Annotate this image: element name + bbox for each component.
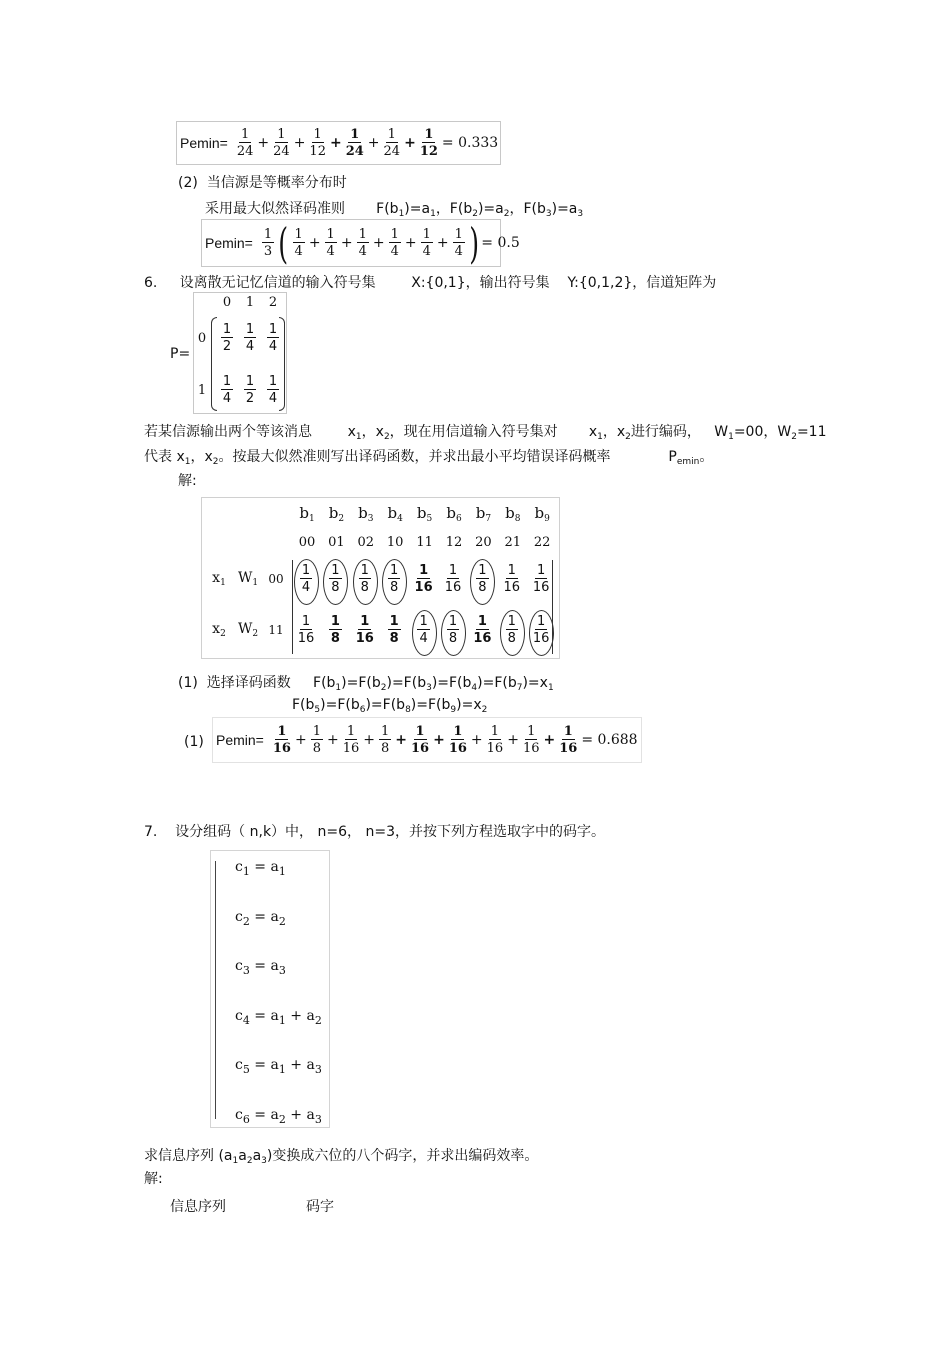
plus-sign: +: [326, 732, 339, 748]
decode-function-line1: (1) 选择译码函数 $F(b_1)=F(b_2)=F(b_3)=F(b_4)=F(b_7)=x_1$: [178, 675, 554, 693]
denominator: 8: [330, 631, 340, 646]
matrix-label: P=: [170, 346, 191, 362]
numerator: 1: [477, 614, 487, 629]
plus-sign: +: [340, 235, 353, 251]
numerator: 1: [422, 227, 431, 242]
numerator: 1: [245, 322, 255, 337]
plus-sign: +: [507, 732, 519, 748]
decoding-table: [201, 497, 560, 659]
matrix-cell: [217, 375, 237, 405]
parity-equation: $c_2 = a_2$: [235, 908, 286, 928]
output-symbol-b3: $b_3$: [358, 504, 374, 524]
denominator: 8: [390, 580, 399, 595]
denominator: 8: [312, 741, 321, 756]
term-fraction: [384, 128, 401, 158]
denominator: 4: [454, 244, 463, 259]
row-message: $x_2$: [212, 621, 226, 639]
denominator: 4: [268, 391, 278, 406]
term-fraction: [420, 128, 438, 158]
numerator: 1: [454, 227, 463, 242]
numerator: 1: [313, 127, 322, 142]
table-probability: [354, 615, 376, 645]
table-probability: [501, 564, 523, 594]
denominator: 24: [273, 144, 290, 159]
denominator: 24: [383, 144, 401, 159]
denominator: 16: [272, 741, 291, 756]
term-fraction: [273, 128, 290, 158]
plus-sign: +: [294, 732, 307, 748]
denominator: 16: [448, 741, 467, 756]
output-code: 20: [475, 535, 492, 550]
plus-sign: +: [404, 135, 416, 151]
numerator: 1: [240, 127, 250, 142]
denominator: 16: [486, 741, 504, 756]
plus-sign: +: [433, 732, 445, 748]
output-code: 21: [504, 535, 522, 550]
denominator: 2: [222, 339, 232, 354]
inner-fraction: [357, 228, 369, 258]
plus-sign: +: [404, 235, 417, 251]
numerator: 1: [326, 227, 335, 242]
numerator: 1: [268, 374, 278, 389]
numerator: 1: [390, 563, 399, 578]
numerator: 1: [448, 563, 458, 578]
numerator: 1: [346, 724, 356, 739]
numerator: 1: [263, 227, 273, 242]
output-code: 01: [328, 535, 345, 550]
output-symbol-b7: $b_7$: [475, 504, 492, 524]
pemin-label: Pemin=: [205, 235, 253, 251]
solution-label-2: 解:: [144, 1171, 163, 1187]
numerator: 1: [301, 614, 311, 629]
numerator: 1: [387, 127, 396, 142]
matrix-cell: [240, 323, 260, 353]
denominator: 16: [503, 580, 521, 595]
denominator: 4: [294, 244, 303, 259]
eq3-number: (1): [184, 734, 204, 750]
row-codeword: 00: [268, 572, 284, 586]
ml-rule-line: 采用最大似然译码准则 $F(b_1)=a_1$，$F(b_2)=a_2$，$F(b_3)=a_3$: [205, 201, 584, 219]
numerator: 1: [360, 614, 370, 629]
numerator: 1: [415, 724, 425, 739]
plus-sign: +: [436, 235, 449, 251]
result-value: = 0.5: [481, 235, 520, 251]
max-likelihood-circle: [441, 610, 466, 656]
plus-sign: +: [367, 135, 380, 151]
denominator: 3: [263, 244, 273, 259]
max-likelihood-circle: [529, 610, 554, 656]
numerator: 1: [312, 724, 321, 739]
numerator: 1: [222, 374, 232, 389]
plus-sign: +: [395, 732, 407, 748]
plus-sign: +: [329, 135, 342, 151]
denominator: 16: [414, 580, 433, 595]
numerator: 1: [527, 724, 536, 739]
max-likelihood-circle: [382, 559, 407, 605]
denominator: 16: [532, 631, 550, 646]
numerator: 1: [424, 127, 434, 142]
plus-sign: +: [257, 135, 270, 151]
row-codeword-label: $W_1$: [237, 570, 259, 588]
matrix-left-bar: [292, 560, 293, 654]
output-code: 00: [298, 535, 316, 550]
denominator: 4: [422, 244, 431, 259]
numerator: 1: [389, 614, 399, 629]
pemin-label: Pemin=: [216, 732, 264, 748]
term-fraction: [449, 725, 467, 755]
numerator: 1: [301, 563, 311, 578]
inner-fraction: [453, 228, 465, 258]
numerator: 1: [380, 724, 390, 739]
table-probability: [471, 615, 493, 645]
denominator: 4: [245, 339, 255, 354]
denominator: 8: [448, 631, 458, 646]
denominator: 8: [389, 631, 399, 646]
output-code: 22: [533, 535, 551, 550]
decode-rule-x1: $F(b_1)=F(b_2)=F(b_3)=F(b_4)=F(b_7)=x_1$: [313, 675, 554, 693]
denominator: 16: [355, 631, 374, 646]
output-symbol-b2: $b_2$: [328, 504, 345, 524]
question-6-body-line2: 代表 $x_1$，$x_2$。按最大似然准则写出译码函数，并求出最小平均错误译码概率 $P_{emin}$。: [144, 449, 714, 467]
term-fraction: [411, 725, 429, 755]
decode-rule-x2: $F(b_5)=F(b_6)=F(b_8)=F(b_9)=x_2$: [292, 697, 488, 715]
denominator: 4: [358, 244, 367, 259]
term-fraction: [559, 725, 577, 755]
denominator: 16: [342, 741, 360, 756]
right-paren: ): [469, 218, 480, 268]
left-paren: (: [278, 218, 289, 268]
denominator: 8: [478, 580, 487, 595]
matrix-col-header: 1: [245, 295, 255, 310]
numerator: 1: [478, 563, 487, 578]
denominator: 2: [245, 391, 255, 406]
matrix-row-header: 1: [197, 383, 207, 398]
denominator: 12: [309, 144, 326, 159]
output-symbol-b5: $b_5$: [416, 504, 433, 524]
row-codeword-label: $W_2$: [237, 621, 259, 639]
numerator: 1: [453, 724, 463, 739]
denominator: 24: [236, 144, 254, 159]
max-likelihood-circle: [470, 559, 495, 605]
decode-function-line2: [292, 697, 487, 715]
numerator: 1: [358, 227, 367, 242]
max-likelihood-circle: [412, 610, 437, 656]
matrix-cell: [240, 375, 260, 405]
equation-pemin-3: [212, 717, 642, 763]
parity-equation: $c_1 = a_1$: [235, 859, 286, 878]
denominator: 16: [444, 580, 462, 595]
header-codeword: 码字: [306, 1199, 334, 1215]
denominator: 8: [331, 580, 340, 595]
term-fraction: [237, 128, 254, 158]
numerator: 1: [350, 127, 360, 142]
numerator: 1: [268, 322, 278, 337]
equation-pemin-1: [176, 121, 501, 165]
denominator: 4: [301, 580, 311, 595]
output-code: 11: [416, 535, 433, 550]
parity-equation: $c_6 = a_2 + a_3$: [235, 1106, 322, 1126]
channel-matrix: [193, 292, 287, 414]
term-fraction: [273, 725, 291, 755]
denominator: 16: [559, 741, 578, 756]
output-symbol-b9: $b_9$: [534, 504, 550, 524]
left-brace: [215, 861, 216, 1119]
plus-sign: +: [293, 135, 306, 151]
numerator: 1: [331, 563, 340, 578]
matrix-col-header: 2: [268, 295, 278, 310]
numerator: 1: [245, 374, 255, 389]
denominator: 16: [522, 741, 540, 756]
term-fraction: [309, 128, 326, 158]
max-likelihood-circle: [500, 610, 525, 656]
matrix-cell: [263, 375, 283, 405]
numerator: 1: [360, 563, 369, 578]
pemin-label: Pemin=: [180, 135, 228, 151]
code-equations: [210, 850, 330, 1128]
output-code: 02: [357, 535, 375, 550]
numerator: 1: [419, 614, 428, 629]
inner-fraction: [389, 228, 401, 258]
matrix-cell: [217, 323, 237, 353]
denominator: 4: [326, 244, 335, 259]
parity-equation: $c_3 = a_3$: [235, 958, 286, 977]
denominator: 16: [297, 631, 315, 646]
numerator: 1: [294, 227, 303, 242]
header-info-sequence: 信息序列: [170, 1199, 226, 1215]
row-codeword: 11: [268, 623, 284, 637]
denominator: 4: [419, 631, 428, 646]
parity-equation: $c_4 = a_1 + a_2$: [235, 1007, 322, 1027]
question-6-body-line1: 若某信源输出两个等该消息 $x_1$，$x_2$，现在用信道输入符号集对 $x_1$，$x_2$进行编码， $W_1=00$，$W_2=11$: [144, 424, 827, 442]
table-probability: [324, 615, 346, 645]
table-probability: [295, 615, 317, 645]
output-symbol-b8: $b_8$: [505, 504, 521, 524]
plus-sign: +: [470, 732, 483, 748]
output-symbol-b4: $b_4$: [387, 504, 403, 524]
max-likelihood-circle: [323, 559, 348, 605]
plus-sign: +: [308, 235, 321, 251]
max-likelihood-circle: [294, 559, 319, 605]
result-value: = 0.333: [441, 135, 499, 151]
plus-sign: +: [363, 732, 375, 748]
parity-equation: $c_5 = a_1 + a_3$: [235, 1057, 322, 1076]
solution-label-1: 解:: [178, 473, 197, 489]
question-7-body: 求信息序列 $(a_1a_2a_3)$变换成六位的八个码字，并求出编码效率。: [144, 1148, 539, 1166]
table-probability: [413, 564, 435, 594]
max-likelihood-circle: [353, 559, 378, 605]
denominator: 4: [390, 244, 399, 259]
denominator: 16: [411, 741, 430, 756]
output-symbol-b1: $b_1$: [299, 504, 315, 524]
numerator: 1: [537, 563, 546, 578]
denominator: 4: [222, 391, 232, 406]
numerator: 1: [222, 322, 232, 337]
denominator: 16: [473, 631, 492, 646]
matrix-col-header: 0: [222, 295, 232, 310]
row-message: $x_1$: [212, 570, 226, 588]
numerator: 1: [507, 563, 516, 578]
plus-sign: +: [543, 732, 556, 748]
numerator: 1: [490, 724, 500, 739]
outer-fraction: [262, 228, 274, 258]
numerator: 1: [390, 227, 399, 242]
denominator: 8: [360, 580, 369, 595]
subsection-2: (2) 当信源是等概率分布时: [178, 175, 347, 191]
denominator: 24: [345, 144, 364, 159]
output-symbol-b6: $b_6$: [446, 504, 462, 524]
numerator: 1: [277, 724, 287, 739]
matrix-cell: [263, 323, 283, 353]
numerator: 1: [330, 614, 340, 629]
numerator: 1: [448, 614, 458, 629]
question-6: 6. 设离散无记忆信道的输入符号集 X:{0,1}，输出符号集 Y:{0,1,2}，信道矩阵为: [144, 275, 717, 291]
term-fraction: [311, 725, 323, 755]
term-fraction: [379, 725, 391, 755]
result-value: = 0.688: [581, 732, 638, 748]
inner-fraction: [293, 228, 305, 258]
table-probability: [530, 564, 552, 594]
denominator: 8: [507, 631, 516, 646]
plus-sign: +: [372, 235, 385, 251]
output-code: 12: [445, 535, 463, 550]
table-probability: [383, 615, 405, 645]
inner-fraction: [421, 228, 433, 258]
numerator: 1: [419, 563, 429, 578]
term-fraction: [343, 725, 360, 755]
numerator: 1: [537, 614, 546, 629]
denominator: 8: [380, 741, 390, 756]
numerator: 1: [563, 724, 573, 739]
question-7: 7. 设分组码（ n,k）中， n=6， n=3，并按下列方程选取字中的码字。: [144, 824, 605, 840]
numerator: 1: [277, 127, 286, 142]
term-fraction: [523, 725, 540, 755]
denominator: 12: [419, 144, 438, 159]
table-probability: [442, 564, 464, 594]
equation-pemin-2: [201, 218, 520, 268]
numerator: 1: [507, 614, 516, 629]
matrix-right-bar: [552, 560, 553, 654]
output-code: 10: [386, 535, 404, 550]
inner-fraction: [325, 228, 337, 258]
denominator: 16: [532, 580, 550, 595]
term-fraction: [487, 725, 504, 755]
denominator: 4: [268, 339, 278, 354]
term-fraction: [346, 128, 364, 158]
matrix-row-header: 0: [197, 331, 207, 346]
